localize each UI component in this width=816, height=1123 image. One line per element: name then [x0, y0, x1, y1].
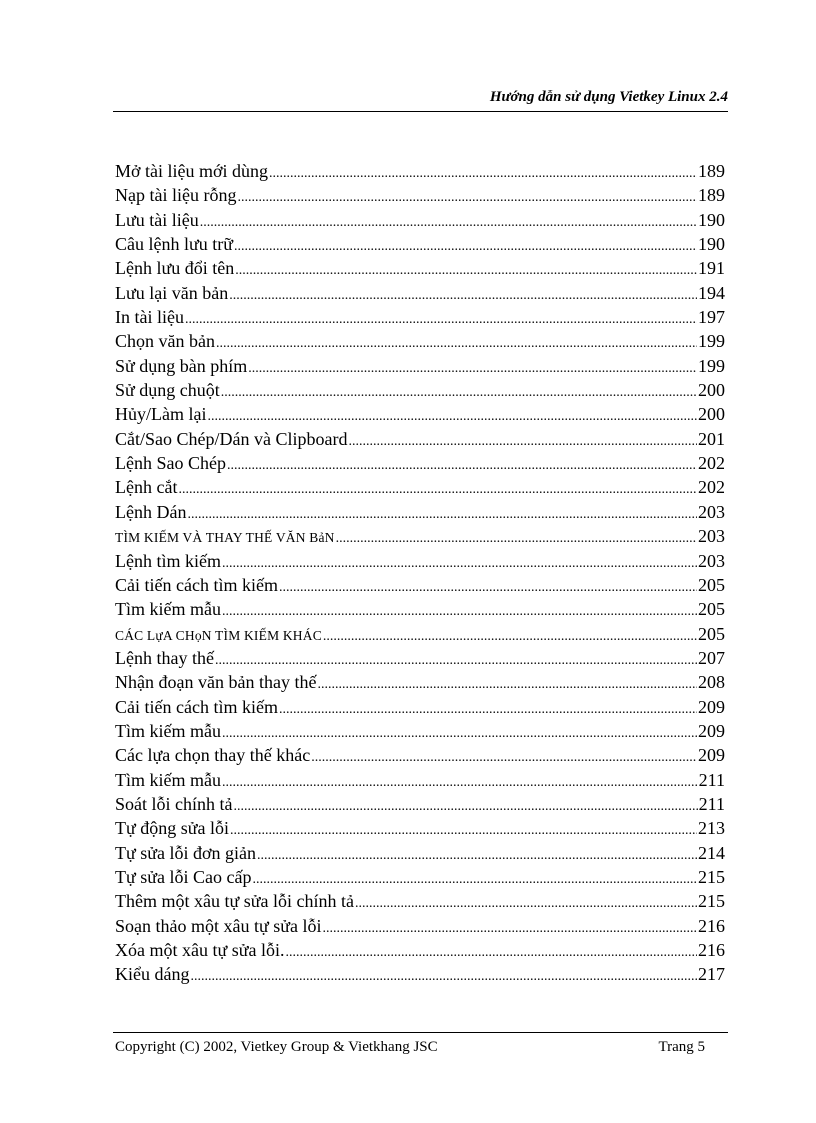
toc-title: Tự sửa lỗi đơn giản: [115, 842, 257, 863]
toc-page: 215: [698, 866, 725, 887]
toc-title: Hủy/Làm lại: [115, 404, 207, 425]
toc-page: 200: [698, 380, 725, 401]
toc-page: 215: [698, 891, 725, 912]
toc-page: 216: [698, 915, 725, 936]
toc-leader: [190, 965, 697, 989]
toc-leader: [229, 284, 697, 308]
toc-leader: [323, 625, 697, 649]
toc-leader: [230, 819, 697, 843]
toc-entry: [115, 841, 725, 865]
toc-entry: [115, 329, 725, 353]
toc-page: 205: [698, 599, 725, 620]
toc-leader: [235, 259, 697, 283]
toc-page: 209: [698, 696, 725, 717]
toc-title: Sử dụng chuột: [115, 380, 220, 401]
toc-entry: [115, 208, 725, 232]
toc-leader: [233, 795, 697, 819]
toc-page: 214: [698, 842, 725, 863]
toc-title: Tự sửa lỗi Cao cấp: [115, 866, 252, 887]
toc-leader: [348, 430, 697, 454]
toc-page: 203: [698, 526, 725, 547]
toc-title: TÌM KIẾM VÀ THAY THẾ VĂN BảN: [115, 530, 335, 546]
toc-entry: [115, 402, 725, 426]
toc-title: Tự động sửa lỗi: [115, 818, 230, 839]
toc-leader: [178, 478, 697, 502]
toc-leader: [187, 503, 697, 527]
toc-title: Tìm kiếm mẫu: [115, 769, 221, 790]
toc-entry: [115, 719, 725, 743]
footer-copyright: Copyright (C) 2002, Vietkey Group & Vietkhang JSC: [115, 1039, 438, 1055]
toc-entry: [115, 354, 725, 378]
toc-title: In tài liệu: [115, 307, 184, 328]
page-number: Trang 5: [658, 1039, 705, 1055]
toc-page: 205: [698, 623, 725, 644]
toc-page: 200: [698, 404, 725, 425]
toc-title: Soát lỗi chính tả: [115, 793, 233, 814]
toc-leader: [221, 381, 697, 405]
toc-page: 203: [698, 550, 725, 571]
toc-entry: [115, 914, 725, 938]
toc-page: 207: [698, 647, 725, 668]
toc-title: Lệnh tìm kiếm: [115, 550, 221, 571]
toc-title: Lệnh Sao Chép: [115, 453, 226, 474]
header-rule: [113, 111, 728, 112]
toc-page: 209: [698, 745, 725, 766]
toc-entry: [115, 183, 725, 207]
toc-page: 191: [698, 258, 725, 279]
footer-rule: [113, 1032, 728, 1033]
toc-entry: [115, 889, 725, 913]
toc-page: 211: [698, 793, 725, 814]
toc-title: Xóa một xâu tự sửa lỗi.: [115, 940, 285, 960]
toc-leader: [286, 941, 698, 965]
toc-page: 199: [698, 355, 725, 376]
toc-entry: [115, 549, 725, 573]
toc-leader: [311, 746, 697, 770]
toc-leader: [323, 917, 698, 941]
toc-title: Thêm một xâu tự sửa lỗi chính tả: [115, 891, 354, 912]
toc-entry: [115, 622, 725, 646]
toc-page: 203: [698, 501, 725, 522]
table-of-contents: [115, 159, 725, 987]
toc-page: 194: [698, 282, 725, 303]
toc-title: Sử dụng bàn phím: [115, 355, 248, 376]
toc-title: Cắt/Sao Chép/Dán và Clipboard: [115, 428, 348, 449]
toc-page: 189: [698, 185, 725, 206]
toc-entry: [115, 670, 725, 694]
toc-leader: [234, 235, 697, 259]
toc-leader: [237, 186, 697, 210]
toc-leader: [248, 357, 697, 381]
toc-page: 190: [698, 234, 725, 255]
toc-entry: [115, 938, 725, 962]
toc-page: 197: [698, 307, 725, 328]
toc-entry: [115, 232, 725, 256]
toc-title: Lưu tài liệu: [115, 209, 199, 230]
toc-leader: [216, 332, 697, 356]
toc-entry: [115, 451, 725, 475]
toc-entry: [115, 743, 725, 767]
toc-title: Cải tiến cách tìm kiếm: [115, 574, 278, 595]
toc-entry: [115, 573, 725, 597]
toc-entry: [115, 427, 725, 451]
toc-page: 202: [698, 477, 725, 498]
toc-title: Lệnh thay thế: [115, 647, 214, 668]
toc-entry: [115, 159, 725, 183]
toc-leader: [227, 454, 697, 478]
toc-leader: [257, 844, 697, 868]
toc-title: Câu lệnh lưu trữ: [115, 234, 233, 255]
toc-entry: [115, 816, 725, 840]
toc-page: 213: [698, 818, 725, 839]
toc-title: Nạp tài liệu rỗng: [115, 185, 237, 206]
toc-leader: [200, 211, 697, 235]
toc-entry: [115, 378, 725, 402]
toc-leader: [222, 771, 698, 795]
toc-entry: [115, 768, 725, 792]
toc-entry: [115, 475, 725, 499]
toc-leader: [355, 892, 697, 916]
toc-page: 190: [698, 209, 725, 230]
toc-leader: [317, 673, 697, 697]
toc-entry: [115, 500, 725, 524]
toc-page: 202: [698, 453, 725, 474]
toc-title: Tìm kiếm mẫu: [115, 599, 221, 620]
toc-entry: [115, 865, 725, 889]
toc-entry: [115, 695, 725, 719]
toc-title: Lệnh lưu đổi tên: [115, 258, 235, 279]
toc-title: Lệnh cắt: [115, 477, 178, 498]
toc-title: Tìm kiếm mẫu: [115, 720, 221, 741]
toc-leader: [269, 162, 697, 186]
toc-title: Lệnh Dán: [115, 501, 187, 522]
toc-entry: [115, 792, 725, 816]
toc-entry: [115, 962, 725, 986]
toc-title: Các lựa chọn thay thế khác: [115, 745, 311, 766]
toc-page: 208: [698, 672, 725, 693]
toc-title: Chọn văn bản: [115, 331, 215, 352]
toc-title: Soạn thảo một xâu tự sửa lỗi: [115, 915, 322, 936]
toc-page: 217: [698, 964, 725, 985]
toc-leader: [222, 552, 697, 576]
toc-leader: [222, 600, 697, 624]
running-header: Hướng dẫn sử dụng Vietkey Linux 2.4: [489, 89, 728, 105]
toc-leader: [279, 698, 697, 722]
toc-title: Mở tài liệu mới dùng: [115, 161, 269, 181]
toc-entry: [115, 597, 725, 621]
toc-leader: [279, 576, 697, 600]
toc-entry: [115, 256, 725, 280]
toc-page: 189: [698, 161, 725, 181]
toc-page: 205: [698, 574, 725, 595]
toc-title: CÁC LựA CHọN TÌM KIẾM KHÁC: [115, 627, 322, 643]
toc-leader: [336, 527, 697, 551]
toc-title: Nhận đoạn văn bản thay thế: [115, 672, 317, 693]
toc-entry: [115, 305, 725, 329]
toc-title: Kiểu dáng: [115, 964, 190, 985]
toc-entry: [115, 646, 725, 670]
toc-title: Lưu lại văn bản: [115, 282, 229, 303]
toc-leader: [185, 308, 697, 332]
toc-page: 216: [698, 940, 725, 960]
toc-title: Cải tiến cách tìm kiếm: [115, 696, 278, 717]
toc-page: 211: [698, 769, 725, 790]
toc-page: 201: [698, 428, 725, 449]
toc-entry: [115, 281, 725, 305]
toc-page: 209: [698, 720, 725, 741]
toc-entry: [115, 524, 725, 548]
toc-page: 199: [698, 331, 725, 352]
